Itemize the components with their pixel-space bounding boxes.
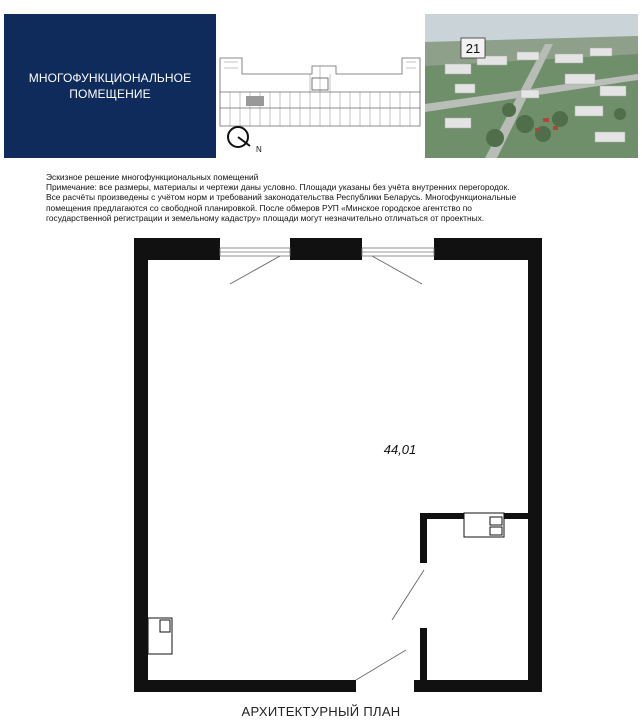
note-line: Все расчёты произведены с учётом норм и требований законодательства Республики Беларусь. Многофункциональные <box>46 192 517 203</box>
title-box <box>4 14 216 158</box>
notes-block <box>46 172 626 223</box>
floor-plan <box>128 230 548 700</box>
aerial-view-image <box>425 14 638 158</box>
compass-north-label: N <box>256 145 262 154</box>
note-line: Эскизное решение многофункциональных помещений <box>46 172 259 182</box>
key-plan <box>216 52 424 132</box>
title-line-2: ПОМЕЩЕНИЕ <box>69 87 151 101</box>
area-label: 44,01 <box>383 442 417 457</box>
door-swings <box>230 256 424 680</box>
note-line: Примечание: все размеры, материалы и чертежи даны условно. Площади указаны без учёта внутренних перегородок. <box>46 182 510 193</box>
title-line-1: МНОГОФУНКЦИОНАЛЬНОЕ <box>28 71 192 85</box>
plan-caption: АРХИТЕКТУРНЫЙ ПЛАН <box>241 704 401 719</box>
note-line: государственной регистрации и земельному кадастру» площади могут незначительно отличаться от проектных. <box>46 212 485 223</box>
building-number: 21 <box>465 41 481 56</box>
radiator-icon <box>148 618 172 654</box>
compass-icon <box>226 124 266 154</box>
sink-icon <box>464 513 504 537</box>
walls <box>134 238 542 692</box>
note-line: помещения предлагаются со свободной планировкой. После обмеров РУП «Минское городское агентство по <box>46 202 472 213</box>
